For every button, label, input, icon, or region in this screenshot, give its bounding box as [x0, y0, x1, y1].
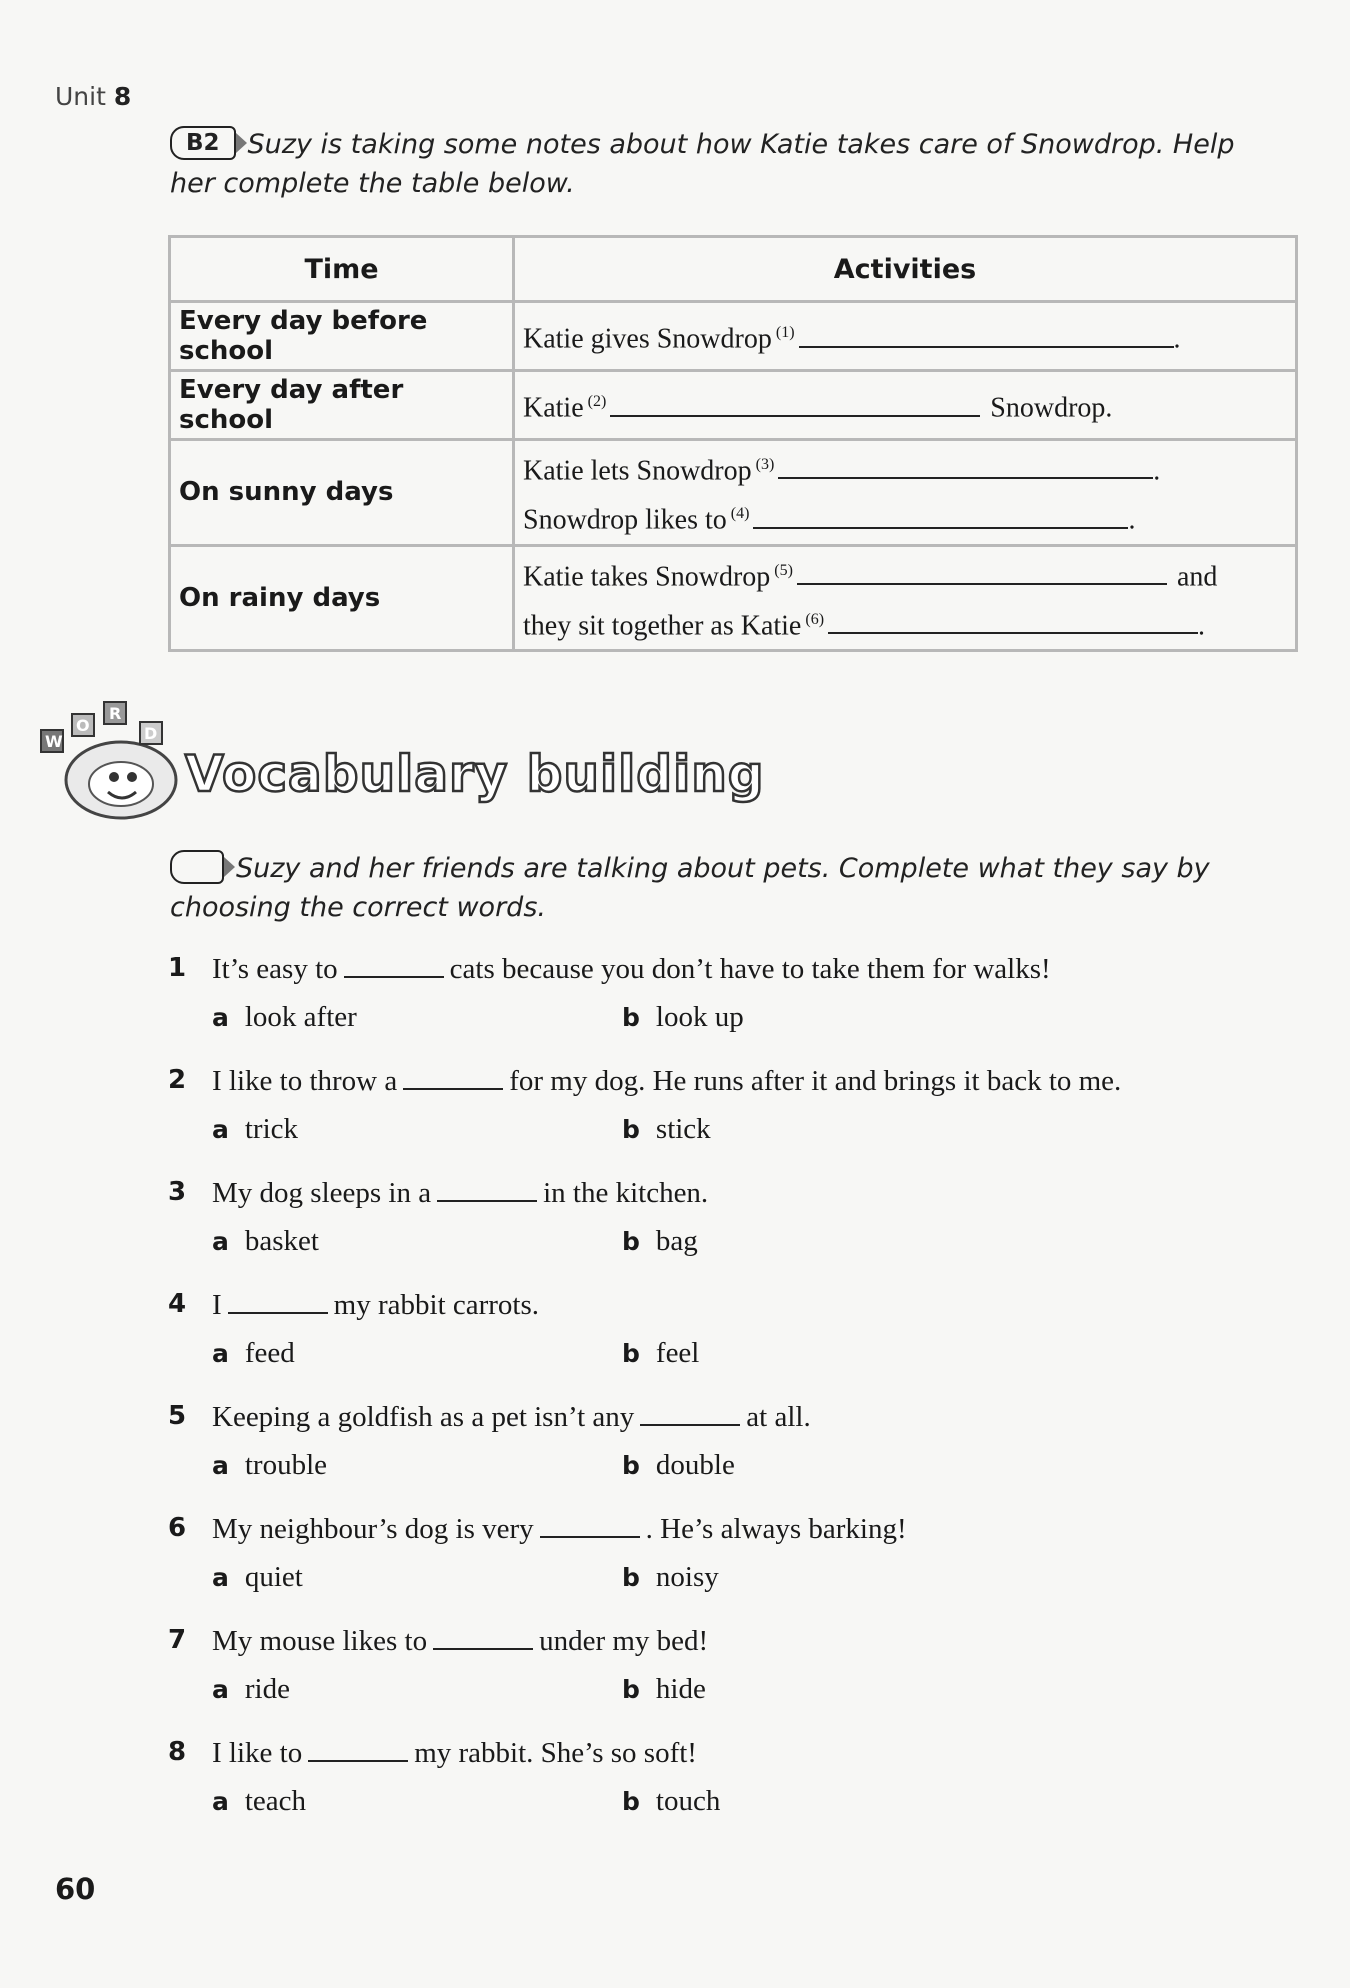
- option-letter: a: [212, 1339, 229, 1368]
- question-text: cats because you don’t have to take them for walks!: [449, 953, 1051, 985]
- option-b[interactable]: [622, 1225, 698, 1258]
- exercise-badge: [170, 850, 224, 884]
- question-text: in the kitchen.: [543, 1177, 709, 1209]
- question-text: It’s easy to: [212, 953, 338, 985]
- option-a[interactable]: [212, 1337, 295, 1370]
- question-number: 4: [168, 1289, 187, 1319]
- option-letter: b: [622, 1339, 640, 1368]
- option-letter: a: [212, 1003, 229, 1032]
- activity-text: Snowdrop likes to: [523, 504, 727, 536]
- question-text: under my bed!: [539, 1625, 709, 1657]
- activity-text: and: [1176, 560, 1218, 592]
- question-text: My dog sleeps in a: [212, 1177, 432, 1209]
- option-text: teach: [244, 1785, 307, 1817]
- option-b[interactable]: [622, 1785, 720, 1818]
- table-row: [170, 440, 1297, 546]
- question-text: for my dog. He runs after it and brings it back to me.: [509, 1065, 1122, 1097]
- option-text: look after: [244, 1001, 357, 1033]
- question-number: 1: [168, 953, 187, 983]
- option-a[interactable]: [212, 1113, 298, 1146]
- unit-label: [55, 82, 131, 111]
- activity-text: .: [1153, 455, 1161, 487]
- option-text: noisy: [655, 1561, 719, 1593]
- question-text: my rabbit carrots.: [333, 1289, 540, 1321]
- activity-text: Katie takes Snowdrop: [523, 560, 771, 592]
- option-text: stick: [655, 1113, 711, 1145]
- option-letter: b: [622, 1227, 640, 1256]
- answer-blank[interactable]: [610, 395, 980, 417]
- answer-blank[interactable]: [308, 1740, 408, 1762]
- question-text: Keeping a goldfish as a pet isn’t any: [212, 1401, 635, 1433]
- activity-text: .: [1128, 504, 1136, 536]
- option-a[interactable]: [212, 1561, 303, 1594]
- question-text: My neighbour’s dog is very: [212, 1513, 534, 1545]
- table-row: [170, 302, 1297, 371]
- option-text: trick: [244, 1113, 299, 1145]
- activity-cell: [514, 545, 1297, 651]
- option-b[interactable]: [622, 1001, 744, 1034]
- question-text: . He’s always barking!: [645, 1513, 907, 1545]
- option-text: feed: [244, 1337, 295, 1369]
- question-text: my rabbit. She’s so soft!: [414, 1737, 697, 1769]
- activity-text: .: [1198, 610, 1206, 642]
- time-cell: On rainy days: [170, 545, 514, 651]
- question-number: 5: [168, 1401, 187, 1431]
- logo-letter: D: [144, 724, 158, 743]
- option-a[interactable]: [212, 1785, 306, 1818]
- option-text: look up: [655, 1001, 744, 1033]
- answer-blank[interactable]: [753, 507, 1128, 529]
- option-a[interactable]: [212, 1001, 357, 1034]
- vocabulary-instruction: [170, 849, 1250, 927]
- answer-blank[interactable]: [828, 612, 1198, 634]
- question-stem: [212, 1401, 811, 1434]
- option-letter: a: [212, 1787, 229, 1816]
- question-number: 6: [168, 1513, 187, 1543]
- question-number: 2: [168, 1065, 187, 1095]
- table-header-time: Time: [170, 237, 514, 302]
- option-text: ride: [244, 1673, 290, 1705]
- option-a[interactable]: [212, 1449, 327, 1482]
- notes-table: [168, 235, 1298, 652]
- answer-blank[interactable]: [433, 1628, 533, 1650]
- option-letter: a: [212, 1115, 229, 1144]
- question-number: 8: [168, 1737, 187, 1767]
- answer-blank[interactable]: [344, 956, 444, 978]
- option-text: bag: [655, 1225, 698, 1257]
- option-text: quiet: [244, 1561, 303, 1593]
- answer-blank[interactable]: [799, 326, 1174, 348]
- instruction-text: Suzy and her friends are talking about pets. Complete what they say by choosing the correct words.: [170, 853, 1210, 923]
- blank-number: (1): [775, 324, 795, 342]
- question-stem: [212, 1289, 539, 1322]
- question-text: I like to throw a: [212, 1065, 398, 1097]
- question-stem: [212, 1065, 1121, 1098]
- activity-text: they sit together as Katie: [523, 610, 802, 642]
- answer-blank[interactable]: [640, 1404, 740, 1426]
- option-letter: a: [212, 1563, 229, 1592]
- blank-number: (2): [587, 393, 607, 411]
- word-mascot-logo: [36, 692, 196, 822]
- activity-cell: [514, 302, 1297, 371]
- question-text: at all.: [746, 1401, 811, 1433]
- answer-blank[interactable]: [403, 1068, 503, 1090]
- option-letter: b: [622, 1003, 640, 1032]
- question-number: 7: [168, 1625, 187, 1655]
- option-b[interactable]: [622, 1113, 711, 1146]
- table-row: [170, 371, 1297, 440]
- activity-text: Katie lets Snowdrop: [523, 455, 752, 487]
- option-letter: a: [212, 1227, 229, 1256]
- option-text: basket: [244, 1225, 319, 1257]
- activity-text: Katie gives Snowdrop: [523, 323, 772, 355]
- exercise-badge-b2: B2: [170, 126, 236, 160]
- option-letter: b: [622, 1115, 640, 1144]
- blank-number: (6): [805, 610, 825, 628]
- question-number: 3: [168, 1177, 187, 1207]
- activity-text: Katie: [523, 392, 584, 424]
- logo-letter: R: [109, 704, 122, 723]
- option-letter: b: [622, 1451, 640, 1480]
- activity-text: .: [1173, 323, 1181, 355]
- option-b[interactable]: [622, 1561, 719, 1594]
- logo-letter: O: [76, 716, 90, 735]
- option-b[interactable]: [622, 1337, 699, 1370]
- answer-blank[interactable]: [437, 1180, 537, 1202]
- option-letter: b: [622, 1787, 640, 1816]
- table-row: [170, 545, 1297, 651]
- option-a[interactable]: [212, 1673, 290, 1706]
- blank-number: (4): [730, 505, 750, 523]
- option-b[interactable]: [622, 1673, 706, 1706]
- option-letter: b: [622, 1563, 640, 1592]
- unit-prefix: Unit: [55, 82, 106, 111]
- option-b[interactable]: [622, 1449, 735, 1482]
- option-letter: a: [212, 1675, 229, 1704]
- section-title: Vocabulary building: [185, 745, 765, 803]
- blank-number: (3): [755, 456, 775, 473]
- option-letter: a: [212, 1451, 229, 1480]
- blank-number: (5): [774, 561, 793, 579]
- question-stem: [212, 953, 1051, 986]
- option-text: touch: [655, 1785, 721, 1817]
- exercise-b2-instruction: [170, 125, 1250, 203]
- option-text: double: [655, 1449, 735, 1481]
- page-number: 60: [55, 1872, 96, 1906]
- question-stem: [212, 1737, 697, 1770]
- option-text: feel: [655, 1337, 700, 1369]
- instruction-text: Suzy is taking some notes about how Katie takes care of Snowdrop. Help her complete the table below.: [170, 129, 1235, 199]
- question-stem: [212, 1513, 907, 1546]
- question-text: I: [212, 1289, 222, 1321]
- question-text: My mouse likes to: [212, 1625, 428, 1657]
- activity-text: Snowdrop.: [990, 392, 1113, 424]
- question-stem: [212, 1177, 708, 1210]
- answer-blank[interactable]: [778, 457, 1153, 479]
- question-text: I like to: [212, 1737, 303, 1769]
- question-stem: [212, 1625, 708, 1658]
- time-cell: On sunny days: [170, 440, 514, 546]
- time-cell: Every day after school: [170, 371, 514, 440]
- answer-blank[interactable]: [228, 1292, 328, 1314]
- answer-blank[interactable]: [797, 563, 1167, 585]
- option-a[interactable]: [212, 1225, 319, 1258]
- option-letter: b: [622, 1675, 640, 1704]
- unit-number: 8: [113, 82, 132, 111]
- answer-blank[interactable]: [540, 1516, 640, 1538]
- option-text: trouble: [244, 1449, 328, 1481]
- table-header-activities: Activities: [514, 237, 1297, 302]
- time-cell: Every day before school: [170, 302, 514, 371]
- activity-cell: [514, 440, 1297, 546]
- activity-cell: [514, 371, 1297, 440]
- option-text: hide: [655, 1673, 706, 1705]
- logo-letter: W: [45, 732, 63, 751]
